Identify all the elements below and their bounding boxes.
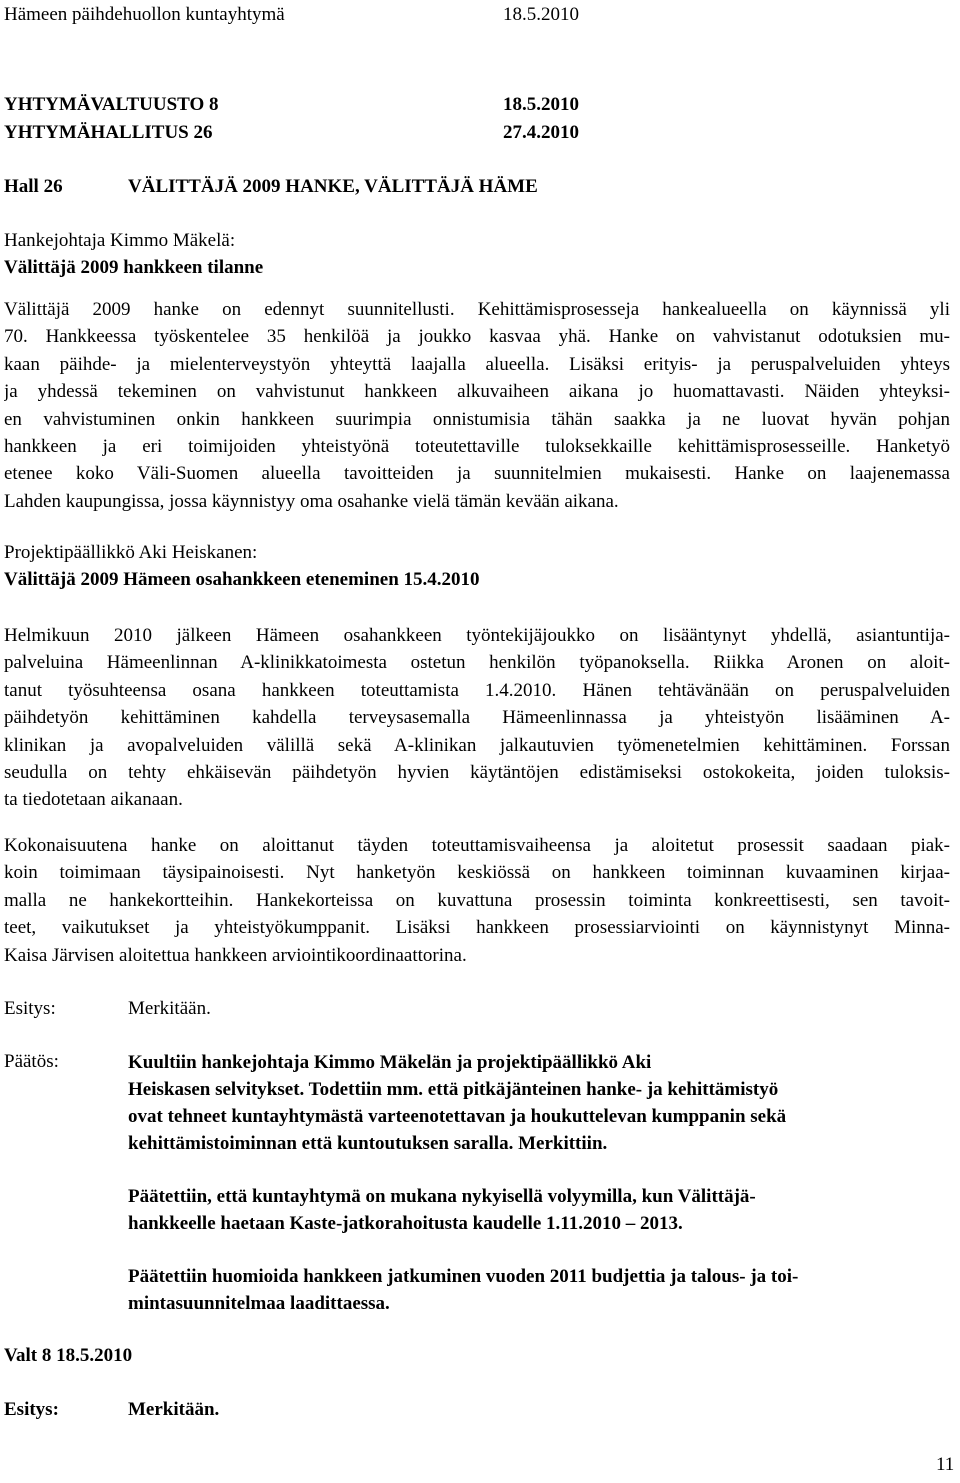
- header-date: 18.5.2010: [503, 4, 579, 25]
- section1-paragraph: [4, 296, 950, 515]
- header-org: Hämeen päihdehuollon kuntayhtymä: [4, 4, 285, 25]
- decision-line: Heiskasen selvitykset. Todettiin mm. että pitkäjänteinen hanke- ja kehittämistyö: [128, 1079, 779, 1100]
- decision-extra-1: [128, 1183, 756, 1237]
- paragraph-line: tanut työsuhteensa osana hankkeen toteuttamista 1.4.2010. Hänen tehtävänään on peruspalveluiden: [4, 679, 950, 701]
- decision-label: Päätös:: [4, 1051, 59, 1072]
- proposal-label: Esitys:: [4, 998, 56, 1019]
- section2-paragraph: [4, 622, 950, 814]
- decision-line: Kuultiin hankejohtaja Kimmo Mäkelän ja projektipäällikkö Aki: [128, 1052, 652, 1073]
- paragraph-line: ja yhdessä tekeminen on vahvistunut hankkeen alkuvaiheen aikana jo huomattavasti. Näiden yhteyksi-: [4, 381, 950, 403]
- paragraph-line: etenee koko Väli-Suomen alueella tavoitteiden ja suunnitelmien mukaisesti. Hanke on laajenemassa: [4, 463, 950, 485]
- section2-heading: Välittäjä 2009 Hämeen osahankkeen eteneminen 15.4.2010: [4, 569, 480, 590]
- section1-presenter: Hankejohtaja Kimmo Mäkelä:: [4, 230, 236, 251]
- decision-line: kehittämistoiminnan että kuntoutuksen saralla. Merkittiin.: [128, 1133, 608, 1154]
- valt-proposal-text: Merkitään.: [128, 1399, 220, 1420]
- item-number: Hall 26: [4, 176, 63, 197]
- meeting-council-name: YHTYMÄVALTUUSTO 8: [4, 94, 219, 115]
- page-number: 11: [936, 1454, 955, 1475]
- paragraph-line: palveluina Hämeenlinnan A-klinikkatoimesta ostetun henkilön työpanoksella. Riikka Aronen on aloit-: [4, 652, 950, 674]
- paragraph-line: malla ne hankekortteihin. Hankekorteissa on kuvattuna prosessin toiminta konkreettisesti, sen tavoit-: [4, 889, 950, 911]
- decision-extra-2: [128, 1263, 798, 1317]
- paragraph-line: teet, vaikutukset ja yhteistyökumppanit. Lisäksi hankkeen prosessiarviointi on käynnistynyt Minna-: [4, 917, 950, 939]
- paragraph-line: päihdetyön kehittäminen kahdella terveysasemalla Hämeenlinnassa ja yhteistyön lisääminen A-: [4, 707, 950, 729]
- paragraph-line: Välittäjä 2009 hanke on edennyt suunnitellusti. Kehittämisprosesseja hankealueella on käynnissä yli: [4, 299, 950, 320]
- paragraph-line: hankkeen ja eri toimijoiden yhteistyönä toteutettaville tuloksekkaille kehittämisprosesseille. Hanketyö: [4, 435, 950, 457]
- section2-presenter: Projektipäällikkö Aki Heiskanen:: [4, 542, 258, 563]
- item-title: VÄLITTÄJÄ 2009 HANKE, VÄLITTÄJÄ HÄME: [128, 176, 538, 197]
- decision-text: [128, 1049, 786, 1157]
- decision-line: mintasuunnitelmaa laadittaessa.: [128, 1293, 390, 1314]
- meeting-council-date: 18.5.2010: [503, 94, 579, 115]
- paragraph-line: ta tiedotetaan aikanaan.: [4, 789, 183, 811]
- section1-heading: Välittäjä 2009 hankkeen tilanne: [4, 257, 264, 278]
- paragraph-line: Helmikuun 2010 jälkeen Hämeen osahankkeen työntekijäjoukko on lisääntynyt yhdellä, asiantuntija-: [4, 625, 950, 646]
- valt-proposal-label: Esitys:: [4, 1399, 59, 1420]
- meeting-board-name: YHTYMÄHALLITUS 26: [4, 122, 213, 143]
- valt-heading: Valt 8 18.5.2010: [4, 1345, 133, 1366]
- decision-line: Päätettiin huomioida hankkeen jatkuminen vuoden 2011 budjettia ja talous- ja toi-: [128, 1266, 799, 1287]
- meeting-board-date: 27.4.2010: [503, 122, 579, 143]
- paragraph-line: 70. Hankkeessa työskentelee 35 henkilöä ja joukko kasvaa yhä. Hanke on vahvistanut odotuksien mu-: [4, 326, 950, 348]
- paragraph-line: en vahvistuminen onkin hankkeen suurimpia onnistumisia tähän saakka ja ne luovat hyvän pohjan: [4, 408, 950, 430]
- section2-paragraph-2: [4, 832, 950, 969]
- paragraph-line: kaan päihde- ja mielenterveystyön yhteyttä laajalla alueella. Lisäksi erityis- ja peruspalveluiden yhteys: [4, 353, 950, 375]
- paragraph-line: klinikan ja avopalveluiden välillä sekä A-klinikan jalkautuvien työmenetelmien kehittäminen. Forssan: [4, 734, 950, 756]
- decision-line: Päätettiin, että kuntayhtymä on mukana nykyisellä volyymilla, kun Välittäjä-: [128, 1186, 756, 1207]
- decision-line: ovat tehneet kuntayhtymästä varteenotettavan ja houkuttelevan kumppanin sekä: [128, 1106, 787, 1127]
- paragraph-line: Kokonaisuutena hanke on aloittanut täyden toteuttamisvaiheensa ja aloitetut prosessit saadaan piak-: [4, 835, 950, 856]
- paragraph-line: seudulla on tehty ehkäisevän päihdetyön hyvien käytäntöjen edistämiseksi ostokokeita, joiden tuloksis-: [4, 761, 950, 783]
- decision-line: hankkeelle haetaan Kaste-jatkorahoitusta kaudelle 1.11.2010 – 2013.: [128, 1213, 683, 1234]
- paragraph-line: koin toimimaan täysipainoisesti. Nyt hanketyön keskiössä on hankkeen toiminnan kuvaaminen kirjaa-: [4, 862, 950, 884]
- proposal-text: Merkitään.: [128, 998, 211, 1019]
- paragraph-line: Lahden kaupungissa, jossa käynnistyy oma osahanke vielä tämän kevään aikana.: [4, 490, 619, 512]
- paragraph-line: Kaisa Järvisen aloitettua hankkeen arviointikoordinaattorina.: [4, 944, 467, 966]
